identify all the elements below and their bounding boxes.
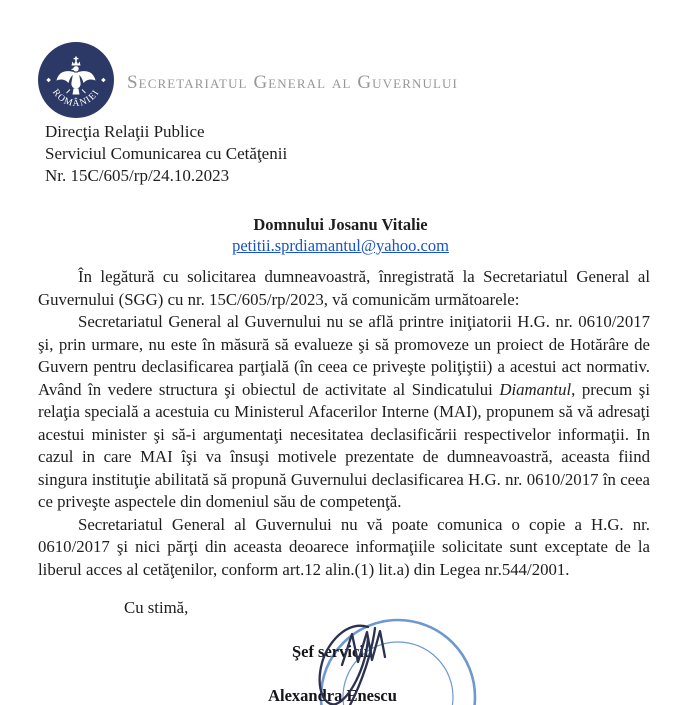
addressee-name: Domnului Josanu Vitalie [253, 215, 428, 234]
paragraph-2 [38, 311, 650, 514]
paragraph-1: În legătură cu solicitarea dumneavoastră, înregistrată la Secretariatul General al Guvernului (SGG) cu nr. 15C/605/rp/2023, vă comunicăm următoarele: [38, 267, 650, 309]
government-seal-icon [37, 41, 115, 119]
seal-bottom-text: ROMÂNIEI [50, 87, 102, 109]
sender-reference: Nr. 15C/605/rp/24.10.2023 [45, 166, 230, 185]
paragraph-3: Secretariatul General al Guvernului nu vă poate comunica o copie a H.G. nr. 0610/2017 şi nici părţi din aceasta deoarece informaţiile solicitate sunt exceptate de la liberul acces al cetăţenilor, conform art.12 alin.(1) lit.a) din Legea nr.544/2001. [38, 514, 650, 579]
sender-direction: Direcţia Relaţii Publice [45, 122, 205, 141]
paragraph-2-italic-term: Diamantul [499, 379, 572, 399]
handwritten-signature-icon [288, 612, 418, 705]
org-name: Secretariatul General al Guvernului [127, 72, 458, 93]
paragraph-2-after-italic: , precum şi relaţia specială a acestuia cu Ministerul Afacerilor Interne (MAI), propunem să vă adresaţi acestui minister şi să-i argumentaţi necesitatea declasificării respectivelor informaţii. In cazul in care MAI îşi va însuşi motivele prezentate de dumneavoastră, aceasta fiind singura instituţie abilitată să propună Guvernului declasificarea H.G. nr. 0610/2017 în ceea ce priveşte aspectele din domeniul său de competenţă. [38, 379, 650, 511]
signature-title: Şef serviciu [291, 642, 374, 661]
salutation: Cu stimă, [124, 598, 189, 617]
addressee-block [0, 214, 681, 256]
sender-block [45, 121, 287, 187]
letter-body [38, 266, 650, 581]
paragraph-2-before-italic: Secretariatul General al Guvernului nu se află printre iniţiatorii H.G. nr. 0610/2017 şi, prin urmare, nu este în măsură să evalueze şi să promoveze un proiect de Hotărâre de Guvern pentru declasificarea parţială (în ceea ce priveşte poliţiştii) a acestui act normativ. Având în vedere structura şi obiectul de activitate al Sindicatului [38, 312, 650, 399]
sender-service: Serviciul Comunicarea cu Cetăţenii [45, 144, 288, 163]
signature-name: Alexandra Enescu [268, 686, 397, 705]
addressee-email-link[interactable]: petitii.sprdiamantul@yahoo.com [232, 236, 449, 255]
